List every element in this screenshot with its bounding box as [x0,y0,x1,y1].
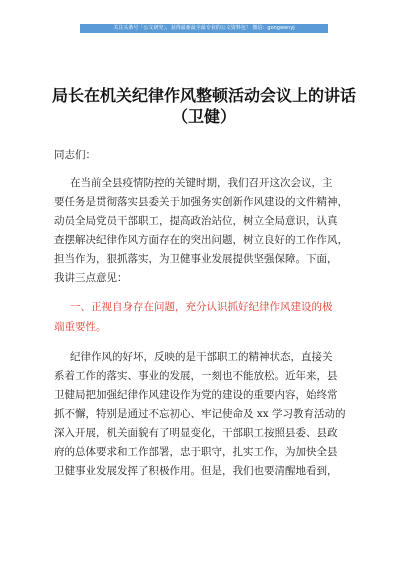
header-banner-text: 关注头条号「公文研究」，获得最新最全最专业的公文资料包！ 微信：gongwenyj [113,25,295,31]
paragraph-line: 抓不懈，特别是通过不忘初心、牢记使命及 xx 学习教育活动的 [54,408,346,420]
paragraph-line: 深入开展，机关面貌有了明显变化，干部职工按照县委、县政 [54,427,338,439]
section-heading: 一、正视自身存在问题，充分认识抓好纪律作风建设的极 [70,301,333,313]
paragraph-line: 卫健局把加强纪律作风建设作为党的建设的重要内容，始终常 [54,389,338,401]
document-subtitle: （卫健） [171,107,236,126]
paragraph-line: 在当前全县疫情防控的关键时期，我们召开这次会议，主 [70,177,333,189]
paragraph-line: 担当作为，狠抓落实，为卫健事业发展提供坚强保障。下面， [54,253,338,265]
paragraph-line: 府的总体要求和工作部署，忠于职守，扎实工作，为加快全县 [54,446,338,458]
document-title: 局长在机关纪律作风整顿活动会议上的讲话 [51,86,356,105]
paragraph-line: 查摆解决纪律作风方面存在的突出问题，树立良好的工作作风， [54,234,348,246]
paragraph-line: 要任务是贯彻落实县委关于加强务实创新作风建设的文件精神， [54,196,348,208]
salutation: 同志们： [54,149,96,161]
header-banner [80,24,328,33]
section-heading: 端重要性。 [54,321,107,333]
paragraph-line: 动员全局党员干部职工，提高政治站位，树立全局意识，认真 [54,215,338,227]
paragraph-line: 卫健事业发展发挥了积极作用。但是，我们也要清醒地看到， [54,465,338,477]
paragraph-line: 我讲三点意见： [54,272,128,284]
paragraph-line: 纪律作风的好坏，反映的是干部职工的精神状态，直接关 [70,351,333,363]
paragraph-line: 系着工作的落实、事业的发展，一刻也不能放松。近年来，县 [54,370,338,382]
